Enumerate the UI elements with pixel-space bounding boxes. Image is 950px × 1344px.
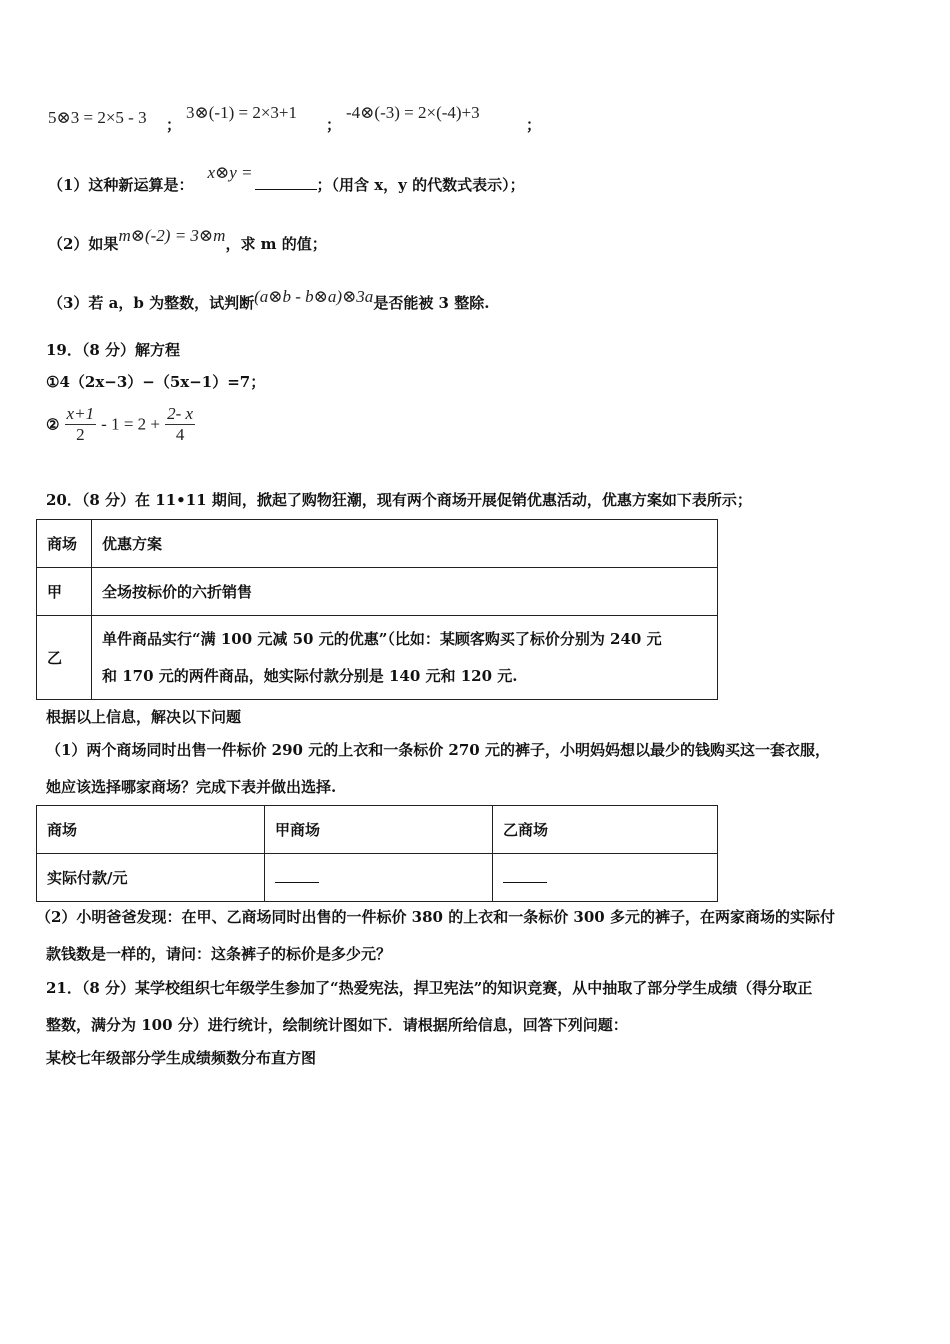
q20-title: 20．（8 分）在 11•11 期间，掀起了购物狂潮，现有两个商场开展促销优惠活动，优惠方案如下表所示； [46, 491, 752, 509]
table-cell: 乙 [37, 616, 92, 700]
q18-part2-prefix: （2）如果 [48, 235, 119, 253]
table-cell [92, 616, 718, 700]
q20-part1-line1: （1）两个商场同时出售一件标价 290 元的上衣和一条标价 270 元的裤子，小明妈妈想以最少的钱购买这一套衣服， [46, 741, 830, 759]
table-cell: 全场按标价的六折销售 [92, 568, 718, 616]
q19-eq2-middle: - 1 = 2 + [101, 414, 161, 434]
q18-part1 [48, 163, 525, 195]
fraction-numerator: 2- x [167, 404, 194, 423]
q20-intro: 根据以上信息，解决以下问题 [46, 708, 242, 726]
q18-part3-prefix: （3）若 a，b 为整数，试判断 [48, 294, 255, 312]
table-header: 商场 [37, 806, 265, 854]
q18-part3-expr: (a⊗b - b⊗a)⊗3a [254, 287, 374, 306]
table-cell: 甲 [37, 568, 92, 616]
fraction [65, 404, 97, 445]
q20-part1-line2: 她应该选择哪家商场？完成下表并做出选择. [46, 778, 337, 796]
q21-line1: 21．（8 分）某学校组织七年级学生参加了“热爱宪法，捍卫宪法”的知识竞赛，从中抽取了部分学生成绩（得分取正 [46, 979, 813, 997]
q20-part2-line1: （2）小明爸爸发现：在甲、乙商场同时出售的一件标价 380 的上衣和一条标价 300 多元的裤子，在两家商场的实际付 [36, 908, 835, 926]
discount-table [36, 519, 718, 700]
q18-part1-expr: x⊗y = [207, 163, 253, 182]
q19-title: 19．（8 分）解方程 [46, 341, 181, 359]
table-header: 商场 [37, 520, 92, 568]
q18-part2 [48, 226, 327, 254]
fraction-numerator: x+1 [66, 404, 95, 423]
q19-equation-1: ①4（2x−3）−（5x−1）=7； [46, 373, 266, 391]
q18-part1-suffix: ；（用含 x，y 的代数式表示）； [316, 176, 525, 194]
separator: ； [526, 116, 542, 134]
fraction-denominator: 2 [76, 425, 85, 444]
separator: ； [326, 116, 342, 134]
table-cell: 实际付款/元 [37, 854, 265, 902]
q18-part3-suffix: 是否能被 3 整除. [373, 294, 490, 312]
q21-line2: 整数，满分为 100 分）进行统计，绘制统计图如下．请根据所给信息，回答下列问题： [46, 1016, 628, 1034]
payment-table [36, 805, 718, 902]
answer-blank[interactable] [275, 868, 319, 883]
q19-equation-2 [46, 404, 195, 445]
table-cell-line: 单件商品实行“满 100 元减 50 元的优惠”（比如：某顾客购买了标价分别为 240 元 [102, 629, 662, 648]
table-header: 甲商场 [265, 806, 493, 854]
table-header: 乙商场 [493, 806, 718, 854]
answer-cell[interactable] [493, 854, 718, 902]
q18-part1-prefix: （1）这种新运算是： [48, 176, 194, 194]
q20-part2-line2: 款钱数是一样的，请问：这条裤子的标价是多少元？ [46, 945, 392, 963]
fraction [165, 404, 195, 445]
example-3: -4⊗(-3) = 2×(-4)+3 [346, 103, 480, 122]
example-2: 3⊗(-1) = 2×3+1 [186, 103, 297, 122]
separator: ； [166, 116, 182, 134]
q18-part2-expr: m⊗(-2) = 3⊗m [118, 226, 226, 245]
table-header: 优惠方案 [92, 520, 718, 568]
q18-part2-suffix: ，求 m 的值； [225, 235, 327, 253]
answer-blank[interactable] [255, 189, 317, 190]
answer-cell[interactable] [265, 854, 493, 902]
q18-part3 [48, 287, 490, 313]
fraction-denominator: 4 [175, 425, 185, 444]
table-cell-line: 和 170 元的两件商品，她实际付款分别是 140 元和 120 元. [102, 666, 518, 685]
example-1: 5⊗3 = 2×5 - 3 [48, 108, 147, 127]
answer-blank[interactable] [503, 868, 547, 883]
chart-title: 某校七年级部分学生成绩频数分布直方图 [46, 1049, 317, 1067]
q19-eq2-marker: ② [46, 415, 60, 434]
